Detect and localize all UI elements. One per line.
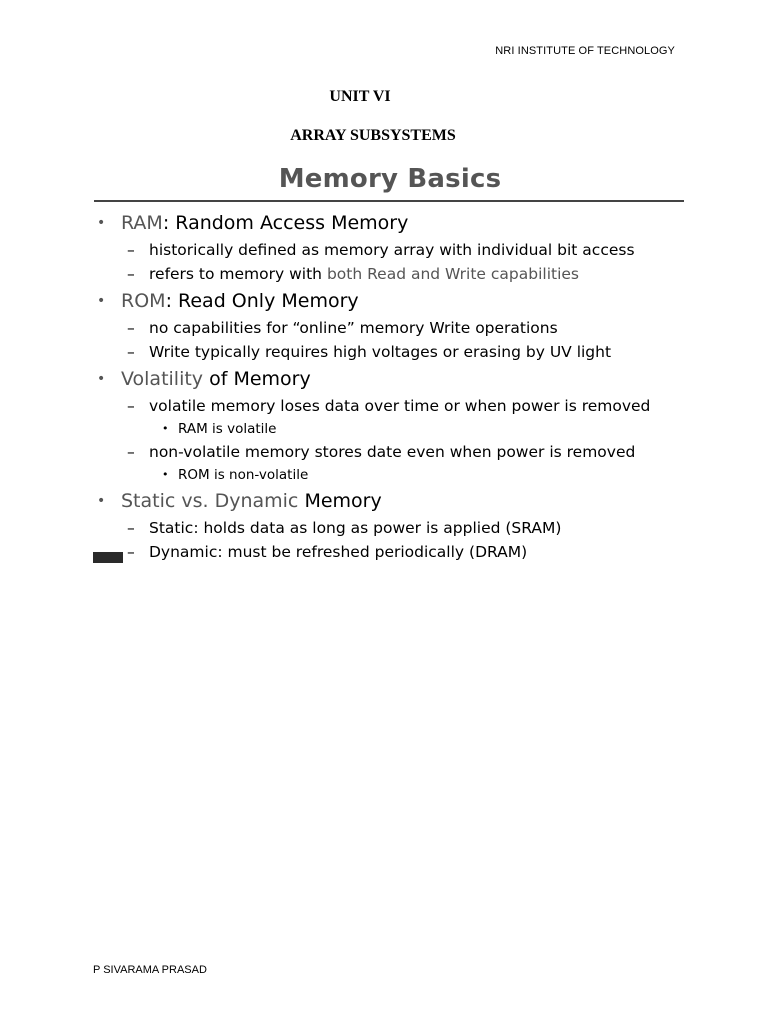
sub-bullet	[94, 516, 686, 540]
sub-bullet-text: Write typically requires high voltages or erasing by UV light	[149, 343, 612, 361]
dash-icon: –	[127, 241, 135, 259]
dash-icon: –	[127, 319, 135, 337]
bullet-static-dynamic	[94, 486, 686, 516]
bullet-dot-icon: •	[97, 371, 106, 387]
dash-icon: –	[127, 443, 135, 461]
sub-bullet	[94, 316, 686, 340]
sub-sub-bullet	[94, 418, 686, 440]
sub-sub-bullet	[94, 464, 686, 486]
bullet-list	[94, 208, 686, 564]
sub-bullet-text: historically defined as memory array with individual bit access	[149, 241, 635, 259]
sub-bullet	[94, 340, 686, 364]
slide-image	[94, 160, 686, 570]
sub-bullet-text: volatile memory loses data over time or when power is removed	[149, 397, 651, 415]
sub-bullet-text: refers to memory with	[149, 265, 327, 283]
bullet-separator: :	[162, 212, 176, 234]
bullet-ram	[94, 208, 686, 238]
sub-bullet-text: no capabilities for “online” memory Write operations	[149, 319, 558, 337]
bullet-dot-icon: •	[162, 468, 169, 481]
slide-title: Memory Basics	[278, 164, 502, 194]
bullet-description: of Memory	[209, 368, 311, 390]
dash-icon: –	[127, 519, 135, 537]
bullet-term: RAM	[121, 212, 163, 234]
bullet-dot-icon: •	[162, 422, 169, 435]
bullet-dot-icon: •	[97, 215, 106, 231]
sub-bullet	[94, 262, 686, 286]
sub-sub-bullet-text: ROM is non-volatile	[178, 467, 309, 483]
sub-bullet-text: Dynamic: must be refreshed periodically (DRAM)	[149, 543, 528, 561]
scan-artifact	[93, 552, 123, 563]
bullet-separator: :	[165, 290, 179, 312]
sub-bullet-text: Static: holds data as long as power is applied (SRAM)	[149, 519, 562, 537]
dash-icon: –	[127, 543, 135, 561]
sub-bullet	[94, 238, 686, 262]
sub-sub-bullet-text: RAM is volatile	[178, 421, 277, 437]
bullet-dot-icon: •	[97, 493, 106, 509]
unit-title: UNIT VI	[329, 88, 391, 105]
header-institute: NRI INSTITUTE OF TECHNOLOGY	[495, 45, 675, 57]
bullet-dot-icon: •	[97, 293, 106, 309]
sub-bullet	[94, 440, 686, 464]
footer-author: P SIVARAMA PRASAD	[93, 964, 207, 976]
sub-bullet-text: non-volatile memory stores date even when power is removed	[149, 443, 636, 461]
bullet-description: Memory	[304, 490, 382, 512]
bullet-volatility	[94, 364, 686, 394]
sub-bullet	[94, 540, 686, 564]
slide-divider	[94, 200, 684, 202]
dash-icon: –	[127, 397, 135, 415]
dash-icon: –	[127, 343, 135, 361]
sub-bullet	[94, 394, 686, 418]
bullet-description: Read Only Memory	[178, 290, 359, 312]
dash-icon: –	[127, 265, 135, 283]
sub-bullet-highlight: both Read and Write capabilities	[326, 265, 580, 283]
bullet-term: Volatility	[121, 368, 204, 390]
bullet-description: Random Access Memory	[175, 212, 409, 234]
bullet-term: Static vs. Dynamic	[121, 490, 299, 512]
subject-title: ARRAY SUBSYSTEMS	[290, 127, 456, 144]
bullet-term: ROM	[121, 290, 166, 312]
bullet-rom	[94, 286, 686, 316]
